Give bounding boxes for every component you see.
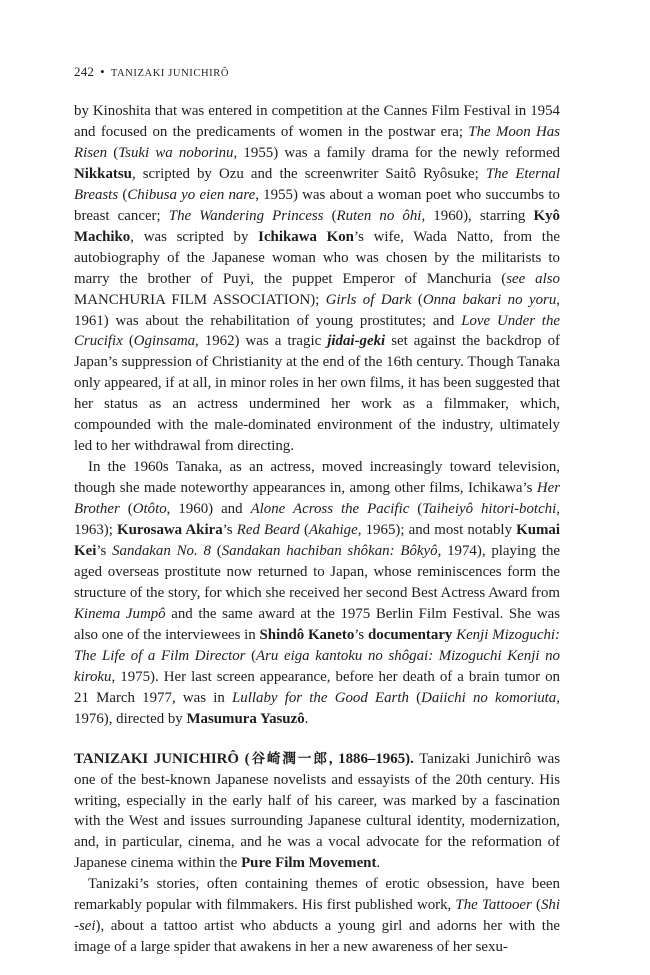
- text-run: and the same award at the 1975 Berlin Film Festival. She was also one of the interviewees in: [74, 605, 561, 643]
- italic-run: The Wandering Princess: [168, 207, 324, 224]
- italic-run: Kenji Mizoguchi: The Life of a Film Director: [74, 626, 560, 664]
- paragraph-continued: [74, 101, 560, 457]
- headword-name: TANIZAKI JUNICHIRÔ: [74, 750, 240, 767]
- italic-run: Her Brother: [74, 480, 560, 518]
- text-run: , scripted by Ozu and the screenwriter Saitô Ryôsuke;: [131, 165, 486, 182]
- text-run: (: [210, 543, 222, 560]
- text-run: ’s wife, Wada Natto, from the autobiography of the Japanese woman who was chosen by the militarists to marry the brother of Puyi, the puppet Emperor of Manchuria (: [74, 228, 560, 287]
- header-bullet: •: [100, 64, 105, 79]
- text-run: by Kinoshita that was entered in competition at the Cannes Film Festival in 1954 and focused on the predicaments of women in the postwar era;: [74, 103, 560, 140]
- italic-run: Chibusa yo eien nare: [127, 186, 256, 203]
- text-run: (: [118, 186, 128, 203]
- text-run: (: [411, 291, 423, 308]
- italic-run: Tsuki wa noborinu: [118, 144, 234, 161]
- italic-run: The Tattooer: [455, 897, 532, 914]
- bold-run: Kumai Kei: [74, 522, 561, 560]
- text-run: (: [107, 144, 119, 161]
- bold-run: Kurosawa Akira: [117, 522, 223, 539]
- text-run: (: [409, 501, 423, 518]
- text-run: (: [119, 501, 133, 518]
- book-page: [74, 64, 560, 958]
- running-header: [74, 64, 560, 82]
- text-run: ), about a tattoo artist who abducts a young girl and adorns her with the image of a large spider that awakens in her a new awareness of her sexu-: [74, 918, 560, 956]
- italic-run: The Moon Has Risen: [74, 123, 560, 161]
- text-run: .: [304, 710, 309, 727]
- text-run: , 1975). Her last screen appearance, before her death of a brain tumor on 21 March 1977, was in: [74, 668, 560, 706]
- text-run: (: [323, 207, 337, 224]
- text-run: , was scripted by: [130, 228, 259, 245]
- italic-run: Ruten no ôhi: [336, 207, 422, 224]
- italic-run: Kinema Jumpô: [74, 605, 166, 622]
- text-run: , 1974), playing the aged overseas prostitute now returned to Japan, whose reminiscences form the structure of the story, for which she received her second Best Actress Award from: [74, 543, 560, 601]
- italic-run: The Eternal Breasts: [74, 165, 560, 203]
- entry-body: [74, 751, 560, 872]
- text-run: ’s: [96, 543, 113, 560]
- paragraph-1960s: [74, 457, 560, 729]
- text-run: (: [245, 647, 257, 664]
- running-title: TANIZAKI JUNICHIRÔ: [110, 68, 230, 79]
- italic-run: Lullaby for the Good Earth: [232, 689, 409, 706]
- text-run: , 1960) and: [166, 501, 251, 518]
- text-run: , 1963);: [74, 501, 560, 539]
- headword-kanji: 谷崎潤一郎: [249, 750, 329, 767]
- bold-run: Masumura Yasuzô: [186, 710, 305, 727]
- text-run: , 1961) was about the rehabilitation of young prostitutes; and: [74, 291, 560, 329]
- text-run: set against the backdrop of Japan’s suppression of Christianity at the end of the 16th century. Though Tanaka only appeared, if at all, in minor roles in her own films, it has been suggested that her status as an actress undermined her work as a filmmaker, which, compounded with the male-dominated environment of the industry, ultimately led to her withdrawal from directing.: [74, 333, 560, 455]
- entry-headword: TANIZAKI JUNICHIRÔ (谷崎潤一郎, 1886–1965).: [74, 750, 414, 767]
- italic-run: Shi -sei: [74, 897, 560, 935]
- italic-run: Aru eiga kantoku no shôgai: Mizoguchi Kenji no kiroku: [74, 647, 561, 685]
- italic-run: see also: [506, 270, 560, 287]
- bold-run: Nikkatsu: [74, 165, 132, 182]
- paragraph-stories: [74, 874, 560, 958]
- text-run: .: [376, 855, 381, 872]
- italic-run: Taiheiyô hitori-botchi: [422, 501, 557, 518]
- bold-run: Shindô Kaneto: [259, 626, 355, 643]
- text-run: In the 1960s Tanaka, as an actress, moved increasingly toward television, though she made noteworthy appearances in, among other films, Ichikawa’s: [74, 459, 560, 497]
- italic-run: Red Beard: [236, 522, 300, 539]
- text-run: ’s: [222, 522, 237, 539]
- text-run: , 1965); and most notably: [357, 522, 517, 539]
- text-run: , 1955) was a family drama for the newly reformed: [233, 144, 561, 161]
- italic-run: Oginsama: [133, 333, 196, 350]
- text-run: , 1962) was a tragic: [195, 333, 328, 350]
- bold-run: Ichikawa Kon: [258, 228, 354, 245]
- text-run: , 1955) was about a woman poet who succumbs to breast cancer;: [74, 186, 560, 224]
- italic-run: Love Under the Crucifix: [74, 312, 560, 350]
- bold-italic-run: jidai-geki: [327, 333, 386, 350]
- text-run: , 1976), directed by: [74, 689, 560, 727]
- text-run: MANCHURIA FILM ASSOCIATION);: [74, 291, 326, 308]
- italic-run: Onna bakari no yoru: [422, 291, 557, 308]
- text-run: , 1960), starring: [421, 207, 534, 224]
- italic-run: Sandakan hachiban shôkan: Bôkyô: [221, 543, 438, 560]
- entry-tanizaki: [74, 749, 560, 875]
- text-run: ’s: [354, 626, 368, 643]
- text-run: (: [122, 333, 134, 350]
- text-run: Tanizaki’s stories, often containing themes of erotic obsession, have been remarkably popular with filmmakers. His first published work,: [74, 876, 560, 914]
- italic-run: Daiichi no komoriuta: [421, 689, 557, 706]
- italic-run: Girls of Dark: [325, 291, 412, 308]
- italic-run: Alone Across the Pacific: [250, 501, 410, 518]
- bold-run: Kyô Machiko: [74, 207, 560, 245]
- italic-run: Otôto: [132, 501, 167, 518]
- bold-run: Pure Film Movement: [241, 855, 377, 872]
- headword-dates: , 1886–1965).: [328, 750, 414, 767]
- text-run: (: [299, 522, 309, 539]
- bold-run: documentary: [368, 626, 453, 643]
- text-run: (: [408, 689, 422, 706]
- text-run: (: [531, 897, 541, 914]
- italic-run: Akahige: [308, 522, 358, 539]
- text-run: Tanizaki Junichirô was one of the best-known Japanese novelists and essayists of the 20th century. His writing, especially in the early half of his career, was marked by a fascination with the West and issues surrounding Japanese cultural identity, modernization, and, in particular, cinema, and he was a vocal advocate for the reformation of Japanese cinema within the: [74, 750, 560, 872]
- page-number: 242: [74, 64, 95, 79]
- italic-run: Sandakan No. 8: [112, 543, 211, 560]
